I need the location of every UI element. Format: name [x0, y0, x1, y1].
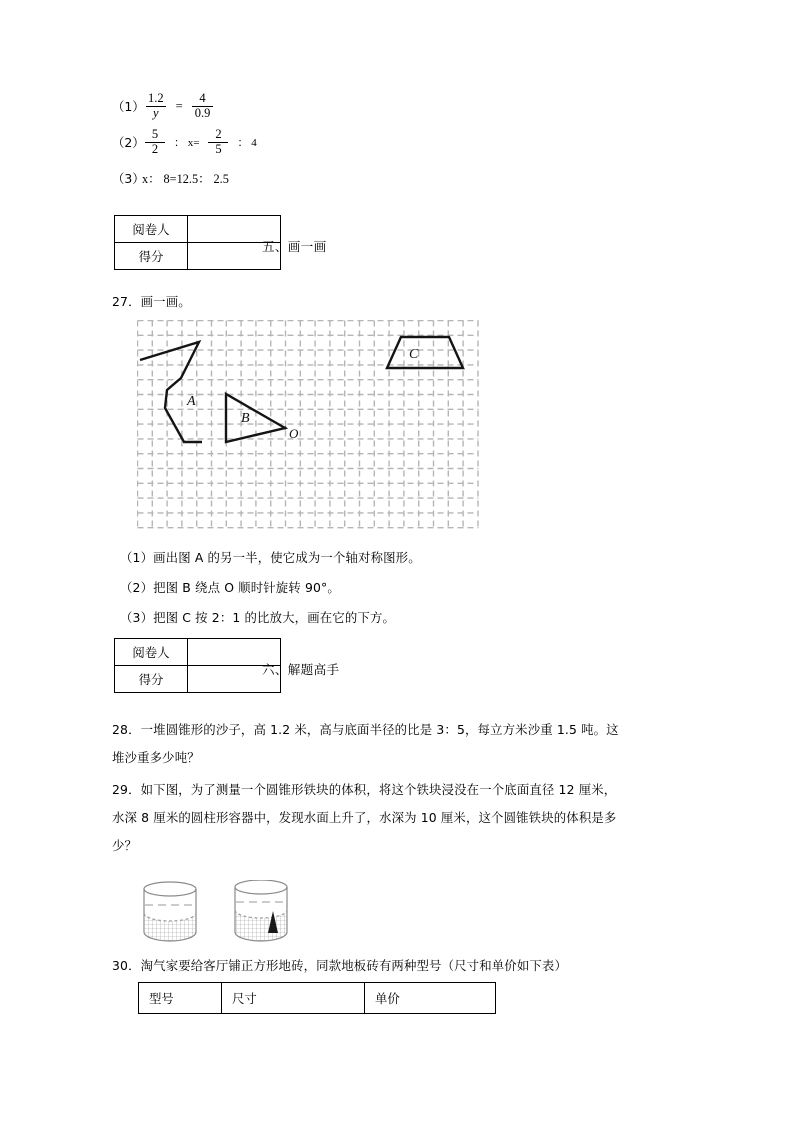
tile-table-header-price: 单价	[365, 983, 496, 1014]
equation-1-left-numerator: 1.2	[148, 91, 164, 105]
question-27-stem: 27．画一画。	[112, 294, 191, 309]
equation-2-left-numerator: 5	[151, 127, 159, 141]
equation-1-operator: =	[175, 98, 183, 113]
section-6-title: 六、解题高手	[262, 662, 340, 677]
point-o-label: O	[289, 426, 299, 441]
section-5-title: 五、画一画	[262, 239, 327, 254]
reviewer-label-2: 阅卷人	[115, 639, 188, 666]
equation-1-right-numerator: 4	[199, 91, 206, 105]
equation-block	[112, 88, 263, 196]
question-27-sub-3: （3）把图 C 按 2：1 的比放大，画在它的下方。	[120, 610, 395, 625]
table-row	[115, 639, 281, 666]
equation-2-mid-operator: ： x=	[174, 137, 200, 149]
question-27-sub-2: （2）把图 B 绕点 O 顺时针旋转 90°。	[120, 580, 340, 595]
question-29-line-3: 少？	[112, 838, 138, 853]
equation-2-right-numerator: 2	[215, 127, 222, 141]
reviewer-label-1: 阅卷人	[115, 216, 188, 243]
shape-b-label: B	[241, 411, 250, 426]
equation-row-3	[112, 160, 263, 196]
shape-c-outline	[387, 337, 463, 368]
equation-row-1	[112, 88, 263, 124]
question-27-grid-figure	[137, 320, 479, 531]
question-29-line-2: 水深 8 厘米的圆柱形容器中，发现水面上升了，水深为 10 厘米，这个圆锥铁块的体积是多	[112, 810, 617, 825]
cylinder-with-cone	[235, 880, 287, 941]
equation-2-right-denominator: 5	[208, 142, 228, 157]
question-30-stem: 30．淘气家要给客厅铺正方形地砖，同款地板砖有两种型号（尺寸和单价如下表）	[112, 958, 567, 973]
shape-a-outline	[140, 342, 202, 442]
question-29-line-1: 29．如下图，为了测量一个圆锥形铁块的体积，将这个铁块浸没在一个底面直径 12 厘米，	[112, 782, 617, 797]
equation-1-number: （1）	[112, 99, 145, 114]
equation-1-right-fraction	[192, 92, 214, 120]
equation-2-left-fraction	[145, 128, 165, 156]
shape-c-label: C	[409, 347, 419, 362]
question-30-tile-table	[138, 982, 496, 1014]
score-table-section-5	[114, 215, 281, 270]
shape-a-label: A	[187, 394, 196, 409]
equation-2-tail: ： 4	[237, 137, 257, 149]
table-row	[139, 983, 496, 1014]
equation-1-right-denominator: 0.9	[192, 106, 214, 121]
equation-2-number: （2）	[112, 135, 145, 150]
cylinder-without-cone	[144, 882, 196, 941]
tile-table-header-size: 尺寸	[222, 983, 365, 1014]
equation-1-left-denominator: y	[146, 106, 166, 121]
table-row	[115, 666, 281, 693]
equation-2-left-denominator: 2	[145, 142, 165, 157]
tile-table-header-model: 型号	[139, 983, 222, 1014]
table-row	[115, 216, 281, 243]
score-label-2: 得分	[115, 666, 188, 693]
equation-2-right-fraction	[208, 128, 228, 156]
question-28-line-1: 28．一堆圆锥形的沙子，高 1.2 米，高与底面半径的比是 3：5，每立方米沙重 1.5 吨。这	[112, 722, 619, 737]
score-label-1: 得分	[115, 243, 188, 270]
equation-row-2	[112, 124, 263, 160]
score-table-section-6	[114, 638, 281, 693]
grid-lines	[138, 321, 479, 528]
rotation-center-point-o	[283, 426, 286, 429]
equation-3-expression: x： 8=12.5： 2.5	[142, 172, 229, 186]
equation-1-left-fraction	[145, 92, 167, 120]
table-row	[115, 243, 281, 270]
question-27-sub-1: （1）画出图 A 的另一半，使它成为一个轴对称图形。	[120, 550, 421, 565]
question-28-line-2: 堆沙重多少吨？	[112, 750, 200, 765]
question-29-cylinder-figures	[136, 880, 326, 952]
equation-3-number: （3）	[112, 171, 145, 186]
